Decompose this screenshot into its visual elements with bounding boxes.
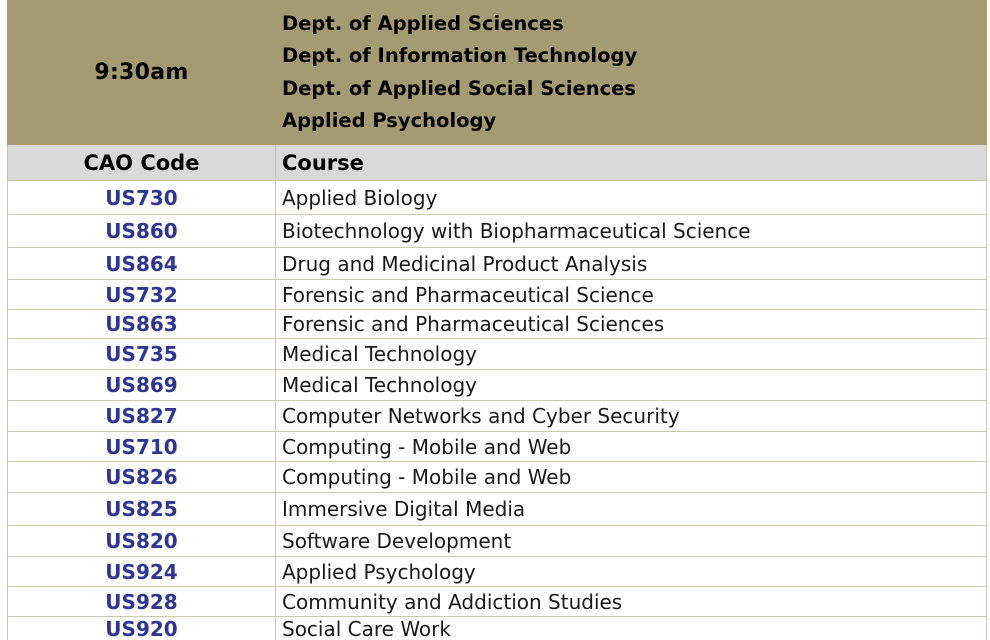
cao-code-cell: US826 — [8, 462, 276, 493]
course-name-cell: Forensic and Pharmaceutical Sciences — [276, 310, 987, 339]
course-schedule-table — [7, 0, 987, 640]
table-row — [8, 215, 987, 248]
table-row — [8, 339, 987, 370]
cao-code-cell: US860 — [8, 215, 276, 248]
schedule-body — [8, 1, 987, 640]
course-name-cell: Medical Technology — [276, 339, 987, 370]
table-row — [8, 557, 987, 587]
table-row — [8, 617, 987, 640]
course-name-cell: Biotechnology with Biopharmaceutical Science — [276, 215, 987, 248]
cao-code-cell: US920 — [8, 617, 276, 640]
table-row — [8, 526, 987, 557]
cao-code-column-header: CAO Code — [8, 145, 276, 181]
cao-code-cell: US924 — [8, 557, 276, 587]
table-row — [8, 248, 987, 280]
column-header-row — [8, 145, 987, 181]
table-row — [8, 587, 987, 617]
table-row — [8, 432, 987, 462]
cao-code-cell: US864 — [8, 248, 276, 280]
department-name: Applied Psychology — [282, 109, 497, 132]
course-name-cell: Forensic and Pharmaceutical Science — [276, 280, 987, 310]
table-row — [8, 310, 987, 339]
cao-code-cell: US825 — [8, 493, 276, 526]
course-name-cell: Medical Technology — [276, 370, 987, 401]
course-name-cell: Computer Networks and Cyber Security — [276, 401, 987, 432]
table-row — [8, 493, 987, 526]
cao-code-cell: US827 — [8, 401, 276, 432]
course-name-cell: Social Care Work — [276, 617, 987, 640]
cao-code-cell: US710 — [8, 432, 276, 462]
cao-code-cell: US732 — [8, 280, 276, 310]
cao-code-cell: US735 — [8, 339, 276, 370]
table-row — [8, 370, 987, 401]
course-name-cell: Computing - Mobile and Web — [276, 432, 987, 462]
time-header-row — [8, 1, 987, 145]
department-list — [276, 1, 987, 145]
cao-code-cell: US820 — [8, 526, 276, 557]
cao-code-cell: US928 — [8, 587, 276, 617]
session-time: 9:30am — [8, 1, 276, 145]
cao-code-cell: US869 — [8, 370, 276, 401]
department-name: Dept. of Applied Social Sciences — [282, 76, 637, 100]
course-name-cell: Drug and Medicinal Product Analysis — [276, 248, 987, 280]
course-name-cell: Applied Biology — [276, 181, 987, 215]
course-name-cell: Applied Psychology — [276, 557, 987, 587]
table-row — [8, 462, 987, 493]
table-row — [8, 280, 987, 310]
course-name-cell: Immersive Digital Media — [276, 493, 987, 526]
department-name: Dept. of Information Technology — [282, 44, 638, 67]
department-name: Dept. of Applied Sciences — [282, 11, 564, 35]
table-row — [8, 181, 987, 215]
cao-code-cell: US863 — [8, 310, 276, 339]
cao-code-cell: US730 — [8, 181, 276, 215]
course-name-cell: Software Development — [276, 526, 987, 557]
course-name-cell: Community and Addiction Studies — [276, 587, 987, 617]
table-row — [8, 401, 987, 432]
course-name-cell: Computing - Mobile and Web — [276, 462, 987, 493]
course-column-header: Course — [276, 145, 987, 181]
